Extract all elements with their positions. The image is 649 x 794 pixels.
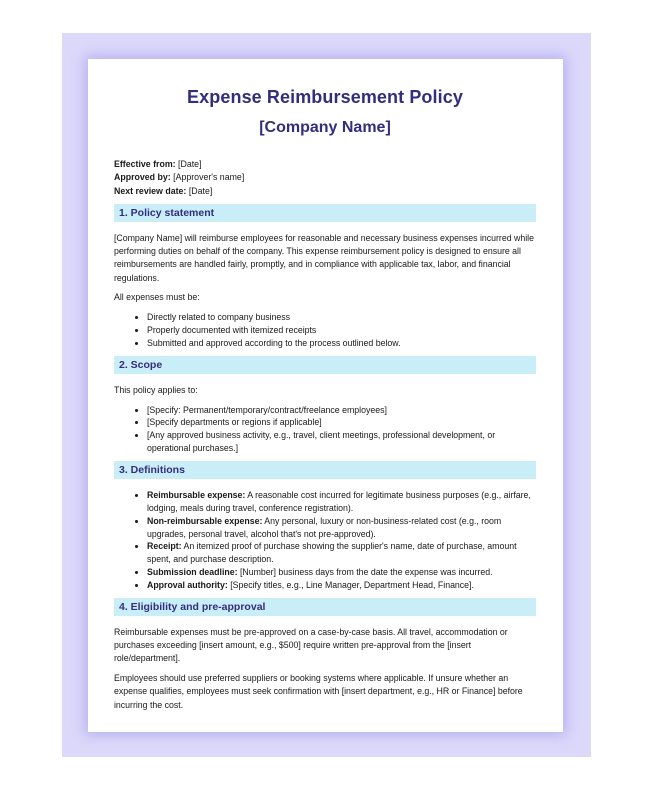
bullet-list — [114, 311, 536, 349]
bullet-item: • Reimbursable expense: A reasonable cost incurred for legitimate business purposes (e.g., airfare, lodging, meals during travel, conference registration). — [147, 489, 536, 515]
bullet-item: • Submitted and approved according to the process outlined below. — [147, 337, 536, 350]
paragraph: All expenses must be: — [114, 292, 200, 303]
meta-line: Effective from: [Date] — [114, 159, 202, 169]
bullet-item: • Submission deadline: [Number] business days from the date the expense was incurred. — [147, 566, 536, 579]
document-title: Expense Reimbursement Policy — [187, 87, 463, 107]
policy-section — [114, 356, 536, 455]
document-page — [88, 59, 563, 732]
bullet-item: • Approval authority: [Specify titles, e.g., Line Manager, Department Head, Finance]. — [147, 579, 536, 592]
bullet-item: • Properly documented with itemized receipts — [147, 324, 536, 337]
section-heading: 2. Scope — [114, 356, 536, 374]
meta-line: Approved by: [Approver's name] — [114, 172, 245, 183]
bullet-term: Non-reimbursable expense: — [147, 515, 263, 526]
bullet-term: Approval authority: — [147, 579, 228, 590]
section-heading: 4. Eligibility and pre-approval — [114, 598, 536, 616]
bullet-list — [114, 489, 536, 591]
bullet-item: • Receipt: An itemized proof of purchase showing the supplier's name, date of purchase, amount spent, and purchase description. — [147, 540, 536, 566]
bullet-list — [114, 404, 536, 455]
bullet-item: • [Specify departments or regions if applicable] — [147, 416, 536, 429]
section-heading: 1. Policy statement — [114, 204, 536, 222]
paragraph: Employees should use preferred suppliers or booking systems where applicable. If unsure whether an expense qualifies, employees must seek confirmation with [insert department, e.g., HR or Finance] before incurring the cost. — [114, 673, 523, 710]
sections-container — [114, 204, 536, 712]
section-heading: 3. Definitions — [114, 461, 536, 479]
policy-section — [114, 598, 536, 712]
document-frame-background — [62, 33, 591, 757]
paragraph: [Company Name] will reimburse employees for reasonable and necessary business expenses incurred while performing duties on behalf of the company. This expense reimbursement policy is designed to ensure all reimbursements are handled fairly, promptly, and in compliance with applicable tax, labor, and financial regulations. — [114, 232, 534, 283]
bullet-term: Receipt: — [147, 541, 182, 552]
meta-label: Next review date: — [114, 185, 187, 196]
paragraph: Reimbursable expenses must be pre-approved on a case-by-case basis. All travel, accommodation or purchases exceeding [insert amount, e.g., $500] require written pre-approval from the [insert role/department]. — [114, 627, 508, 664]
company-name-placeholder: [Company Name] — [259, 119, 391, 136]
meta-label: Approved by: — [114, 172, 171, 183]
meta-label: Effective from: — [114, 159, 176, 169]
policy-section — [114, 204, 536, 349]
meta-line: Next review date: [Date] — [114, 185, 213, 196]
bullet-item: • [Specify: Permanent/temporary/contract/freelance employees] — [147, 404, 536, 417]
meta-block — [114, 158, 536, 198]
bullet-item: • Directly related to company business — [147, 311, 536, 324]
policy-section — [114, 461, 536, 591]
bullet-item: • [Any approved business activity, e.g., travel, client meetings, professional development, or operational purchases.] — [147, 429, 536, 455]
bullet-item: • Non-reimbursable expense: Any personal, luxury or non-business-related cost (e.g., room upgrades, personal travel, alcohol that's not pre-approved). — [147, 515, 536, 541]
bullet-term: Reimbursable expense: — [147, 490, 246, 501]
paragraph: This policy applies to: — [114, 384, 198, 395]
bullet-term: Submission deadline: — [147, 566, 238, 577]
